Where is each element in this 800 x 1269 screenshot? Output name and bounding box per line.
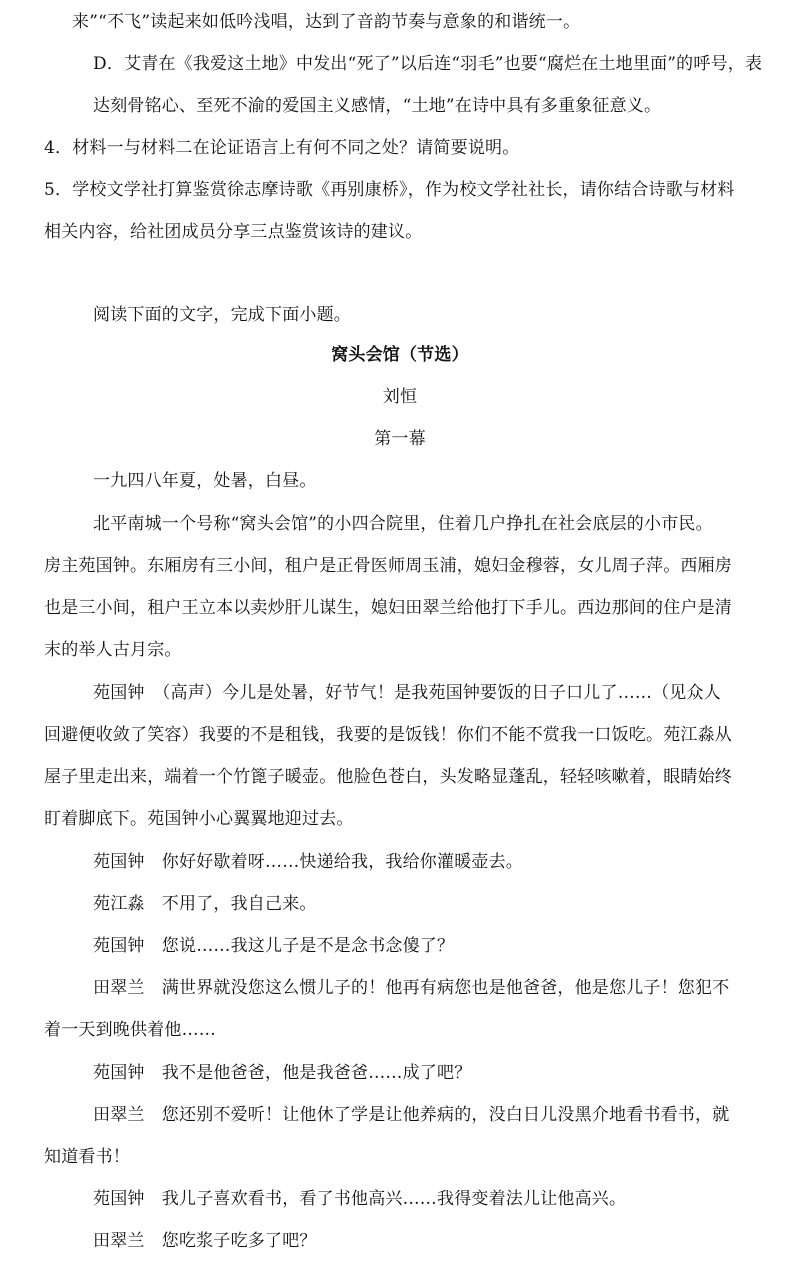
- stage-line: 苑国钟 （高声）今儿是处暑，好节气！是我苑国钟要饭的日子口儿了……（见众人: [93, 683, 721, 703]
- setting-line: 北平南城一个号称“窝头会馆”的小四合院里，住着几户挣扎在社会底层的小市民。: [93, 514, 713, 534]
- question-5-line-1: 5．学校文学社打算鉴赏徐志摩诗歌《再别康桥》，作为校文学社社长，请你结合诗歌与材料: [44, 180, 735, 200]
- setting-line: 房主苑国钟。东厢房有三小间，租户是正骨医师周玉浦，媳妇金穆蓉，女儿周子萍。西厢房: [44, 556, 732, 576]
- option-c-continuation: 来”“不飞”读起来如低吟浅唱，达到了音韵节奏与意象的和谐统一。: [72, 12, 581, 32]
- question-5-line-2: 相关内容，给社团成员分享三点鉴赏该诗的建议。: [44, 222, 423, 242]
- stage-line: 回避便收敛了笑容）我要的不是租钱，我要的是饭钱！你们不能不赏我一口饭吃。苑江淼从: [44, 725, 732, 745]
- dialogue-line: 苑国钟 我不是他爸爸，他是我爸爸……成了吧？: [93, 1063, 472, 1083]
- dialogue-line: 苑江淼 不用了，我自己来。: [93, 894, 317, 914]
- dialogue-line: 田翠兰 满世界就没您这么惯儿子的！他再有病您也是他爸爸，他是您儿子！您犯不: [93, 978, 730, 998]
- dialogue-line: 苑国钟 您说……我这儿子是不是念书念傻了？: [93, 936, 455, 956]
- dialogue-line: 着一天到晚供着他……: [44, 1020, 216, 1040]
- scene-time: 一九四八年夏，处暑，白昼。: [93, 471, 317, 491]
- passage-author: 刘恒: [382, 387, 418, 407]
- reading-instruction: 阅读下面的文字，完成下面小题。: [93, 305, 351, 325]
- setting-line: 末的举人古月宗。: [44, 640, 182, 660]
- dialogue-line: 田翠兰 您还别不爱听！让他休了学是让他养病的，没白日儿没黑介地看书看书，就: [93, 1105, 730, 1125]
- dialogue-line: 知道看书！: [44, 1147, 130, 1167]
- dialogue-line: 苑国钟 我儿子喜欢看书，看了书他高兴……我得变着法儿让他高兴。: [93, 1189, 627, 1209]
- stage-line: 盯着脚底下。苑国钟小心翼翼地迎过去。: [44, 809, 354, 829]
- option-d-line-2: 达刻骨铭心、至死不渝的爱国主义感情，“土地”在诗中具有多重象征意义。: [93, 96, 662, 116]
- question-4: 4．材料一与材料二在论证语言上有何不同之处？请简要说明。: [44, 138, 520, 158]
- setting-line: 也是三小间，租户王立本以卖炒肝儿谋生，媳妇田翠兰给他打下手儿。西边那间的住户是清: [44, 598, 732, 618]
- passage-title: 窝头会馆（节选）: [331, 345, 469, 365]
- act-heading: 第一幕: [374, 429, 426, 449]
- dialogue-line: 苑国钟 你好好歇着呀……快递给我，我给你灌暖壶去。: [93, 852, 523, 872]
- option-d-line-1: D．艾青在《我爱这土地》中发出“死了”以后连“羽毛”也要“腐烂在土地里面”的呼号，表: [93, 54, 763, 74]
- stage-line: 屋子里走出来，端着一个竹篦子暖壶。他脸色苍白，头发略显蓬乱，轻轻咳嗽着，眼睛始终: [44, 767, 732, 787]
- dialogue-line: 田翠兰 您吃浆子吃多了吧？: [93, 1231, 317, 1251]
